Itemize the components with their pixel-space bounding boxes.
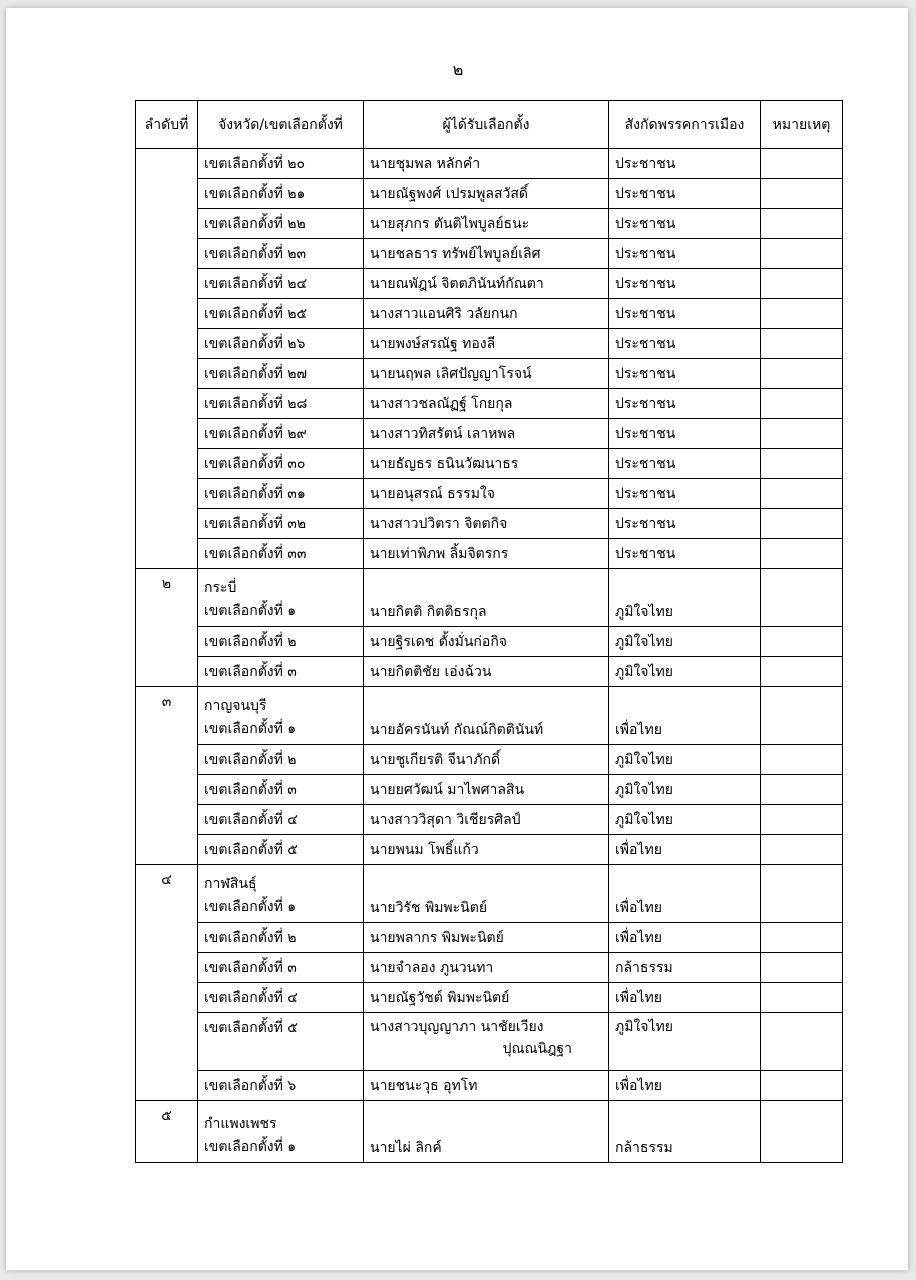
party-name: ภูมิใจไทย [615, 811, 673, 828]
district-label: เขตเลือกตั้งที่ ๕ [204, 1020, 298, 1036]
party-name: ประชาชน [615, 485, 676, 502]
area-cell [198, 269, 364, 299]
table-row [136, 239, 843, 269]
party-cell [609, 359, 761, 389]
candidate-name: นายณพัฎน์ จิตตภินันท์กัณตา [370, 275, 544, 292]
district-label: เขตเลือกตั้งที่ ๒๒ [204, 215, 306, 232]
party-name: ภูมิใจไทย [615, 781, 673, 798]
district-label: เขตเลือกตั้งที่ ๒๔ [204, 275, 308, 292]
party-cell [609, 479, 761, 509]
district-label: เขตเลือกตั้งที่ ๑ [204, 899, 297, 915]
area-cell [198, 657, 364, 687]
party-name: ประชาชน [615, 545, 676, 562]
table-row [136, 805, 843, 835]
candidate-name: นางสาวปวิตรา จิตตกิจ [370, 515, 508, 532]
seq-cell [136, 1101, 198, 1163]
header-seq: ลำดับที่ [136, 101, 198, 149]
candidate-name: นายพลากร พิมพะนิตย์ [370, 929, 504, 946]
candidate-name: นายไผ่ ลิกค์ [370, 1140, 442, 1156]
note-cell [761, 1013, 843, 1071]
candidate-name: นายยศวัฒน์ มาไพศาลสิน [370, 781, 525, 798]
candidate-name: นายธัญธร ธนินวัฒนาธร [370, 455, 519, 472]
seq-number: ๔ [161, 872, 172, 888]
table-row [136, 865, 843, 923]
note-cell [761, 657, 843, 687]
party-cell [609, 239, 761, 269]
party-cell [609, 299, 761, 329]
party-name: ภูมิใจไทย [615, 751, 673, 768]
table-row [136, 359, 843, 389]
district-label: เขตเลือกตั้งที่ ๒๗ [204, 365, 308, 382]
party-cell [609, 509, 761, 539]
candidate-cell [364, 479, 609, 509]
table-row [136, 329, 843, 359]
area-cell [198, 687, 364, 745]
candidate-name: นางสาววิสุดา วิเชียรศิลป์ [370, 811, 521, 828]
district-label: เขตเลือกตั้งที่ ๒๙ [204, 425, 307, 442]
district-label: เขตเลือกตั้งที่ ๒๖ [204, 335, 306, 352]
table-row [136, 149, 843, 179]
table-row [136, 953, 843, 983]
candidate-name: นายชูเกียรติ จีนาภักดิ์ [370, 751, 501, 768]
area-cell [198, 299, 364, 329]
candidate-cell [364, 359, 609, 389]
candidate-cell [364, 179, 609, 209]
note-cell [761, 835, 843, 865]
seq-number: ๓ [161, 694, 172, 710]
party-cell [609, 179, 761, 209]
note-cell [761, 419, 843, 449]
table-row [136, 479, 843, 509]
party-name: ประชาชน [615, 395, 676, 412]
area-cell [198, 923, 364, 953]
area-cell [198, 865, 364, 923]
party-name: เพื่อไทย [615, 900, 662, 916]
district-label: เขตเลือกตั้งที่ ๑ [204, 603, 297, 619]
district-label: เขตเลือกตั้งที่ ๒ [204, 633, 297, 650]
candidate-name: นายอัครนันท์ กัณณ์กิตตินันท์ [370, 722, 544, 738]
district-label: เขตเลือกตั้งที่ ๒๕ [204, 305, 308, 322]
party-name: ประชาชน [615, 155, 676, 172]
area-cell [198, 805, 364, 835]
candidate-name: นางสาวชลณัฏฐ์ โกยกุล [370, 395, 513, 412]
party-cell [609, 449, 761, 479]
party-cell [609, 209, 761, 239]
district-label: เขตเลือกตั้งที่ ๓๑ [204, 485, 306, 502]
note-cell [761, 179, 843, 209]
note-cell [761, 745, 843, 775]
district-label: เขตเลือกตั้งที่ ๓๐ [204, 455, 306, 472]
party-name: ภูมิใจไทย [615, 1019, 673, 1035]
party-name: เพื่อไทย [615, 1077, 662, 1094]
note-cell [761, 1101, 843, 1163]
party-name: ประชาชน [615, 185, 676, 202]
district-label: เขตเลือกตั้งที่ ๑ [204, 1139, 297, 1155]
candidate-name: นางสาวแอนศิริ วลัยกนก [370, 305, 518, 322]
table-row [136, 835, 843, 865]
district-label: เขตเลือกตั้งที่ ๓ [204, 959, 297, 976]
note-cell [761, 269, 843, 299]
candidate-cell [364, 419, 609, 449]
district-label: เขตเลือกตั้งที่ ๖ [204, 1077, 297, 1094]
province-name: กระบี่ [204, 580, 237, 596]
area-cell [198, 953, 364, 983]
table-row [136, 419, 843, 449]
table-row [136, 179, 843, 209]
party-name: ประชาชน [615, 245, 676, 262]
note-cell [761, 149, 843, 179]
candidate-name: นายชนะวุธ อุทโท [370, 1077, 478, 1094]
table-row [136, 569, 843, 627]
party-name: เพื่อไทย [615, 722, 662, 738]
note-cell [761, 627, 843, 657]
party-cell [609, 983, 761, 1013]
province-name: กาญจนบุรี [204, 698, 267, 714]
header-note: หมายเหตุ [761, 101, 843, 149]
party-name: ประชาชน [615, 365, 676, 382]
area-cell [198, 359, 364, 389]
table-row [136, 1101, 843, 1163]
party-name: ประชาชน [615, 455, 676, 472]
note-cell [761, 209, 843, 239]
party-cell [609, 389, 761, 419]
area-cell [198, 835, 364, 865]
area-cell [198, 983, 364, 1013]
note-cell [761, 389, 843, 419]
candidate-name: นายฐิรเดช ตั้งมั่นก่อกิจ [370, 633, 507, 650]
candidate-name: นายพนม โพธิ์แก้ว [370, 841, 479, 858]
area-cell [198, 509, 364, 539]
header-area: จังหวัด/เขตเลือกตั้งที่ [198, 101, 364, 149]
table-row [136, 269, 843, 299]
table-row [136, 509, 843, 539]
province-name: กาฬสินธุ์ [204, 876, 257, 892]
candidate-name: นายนฤพล เลิศปัญญาโรจน์ [370, 365, 532, 382]
party-name: ประชาชน [615, 305, 676, 322]
party-name: กล้าธรรม [615, 1140, 673, 1156]
candidate-cell [364, 687, 609, 745]
area-cell [198, 539, 364, 569]
area-cell [198, 179, 364, 209]
district-label: เขตเลือกตั้งที่ ๓๓ [204, 545, 307, 562]
candidate-cell [364, 923, 609, 953]
area-cell [198, 449, 364, 479]
note-cell [761, 329, 843, 359]
header-party: สังกัดพรรคการเมือง [609, 101, 761, 149]
party-cell [609, 923, 761, 953]
party-cell [609, 149, 761, 179]
seq-number: ๕ [161, 1108, 172, 1124]
table-row [136, 983, 843, 1013]
note-cell [761, 539, 843, 569]
candidate-cell [364, 775, 609, 805]
party-name: ภูมิใจไทย [615, 604, 673, 620]
candidate-cell [364, 627, 609, 657]
candidate-name: นายวิรัช พิมพะนิตย์ [370, 900, 488, 916]
area-cell [198, 775, 364, 805]
candidate-name: นางสาวทิสรัตน์ เลาหพล [370, 425, 516, 442]
candidate-name-continuation: ปุณณนิฎฐา [502, 1041, 572, 1057]
district-label: เขตเลือกตั้งที่ ๔ [204, 989, 298, 1006]
table-row [136, 449, 843, 479]
candidate-cell [364, 835, 609, 865]
party-cell [609, 687, 761, 745]
candidate-cell [364, 657, 609, 687]
page-number: ๒ [452, 60, 464, 79]
note-cell [761, 805, 843, 835]
table-row [136, 745, 843, 775]
note-cell [761, 1071, 843, 1101]
table-row [136, 539, 843, 569]
area-cell [198, 329, 364, 359]
note-cell [761, 569, 843, 627]
candidate-cell [364, 509, 609, 539]
party-cell [609, 569, 761, 627]
table-row [136, 687, 843, 745]
candidate-cell [364, 983, 609, 1013]
candidate-cell [364, 805, 609, 835]
district-label: เขตเลือกตั้งที่ ๒๑ [204, 185, 306, 202]
note-cell [761, 359, 843, 389]
district-label: เขตเลือกตั้งที่ ๓ [204, 781, 297, 798]
candidate-cell [364, 449, 609, 479]
party-name: ประชาชน [615, 425, 676, 442]
note-cell [761, 923, 843, 953]
area-cell [198, 1013, 364, 1071]
candidate-name: นายณัฐพงศ์ เปรมพูลสวัสดิ์ [370, 185, 529, 202]
note-cell [761, 865, 843, 923]
seq-number: ๒ [161, 576, 172, 592]
party-cell [609, 657, 761, 687]
table-row [136, 923, 843, 953]
candidate-cell [364, 209, 609, 239]
candidate-cell [364, 569, 609, 627]
candidate-cell [364, 329, 609, 359]
district-label: เขตเลือกตั้งที่ ๓๒ [204, 515, 307, 532]
district-label: เขตเลือกตั้งที่ ๒ [204, 751, 297, 768]
district-label: เขตเลือกตั้งที่ ๕ [204, 841, 298, 858]
district-label: เขตเลือกตั้งที่ ๒๘ [204, 395, 308, 412]
candidate-cell [364, 1071, 609, 1101]
candidate-cell [364, 389, 609, 419]
candidate-name: นายณัฐวัชต์ พิมพะนิตย์ [370, 989, 510, 1006]
election-results-table [135, 100, 843, 1163]
candidate-cell [364, 1101, 609, 1163]
party-cell [609, 269, 761, 299]
area-cell [198, 569, 364, 627]
table-header-row [136, 101, 843, 149]
candidate-cell [364, 149, 609, 179]
table-row [136, 209, 843, 239]
table-row [136, 389, 843, 419]
party-name: ภูมิใจไทย [615, 663, 673, 680]
table-row [136, 1071, 843, 1101]
candidate-cell [364, 865, 609, 923]
party-name: เพื่อไทย [615, 989, 662, 1006]
note-cell [761, 775, 843, 805]
party-cell [609, 835, 761, 865]
district-label: เขตเลือกตั้งที่ ๔ [204, 811, 298, 828]
note-cell [761, 983, 843, 1013]
note-cell [761, 299, 843, 329]
party-name: กล้าธรรม [615, 959, 673, 976]
candidate-cell [364, 1013, 609, 1071]
province-name: กำแพงเพชร [204, 1116, 277, 1132]
party-cell [609, 805, 761, 835]
seq-cell [136, 149, 198, 569]
note-cell [761, 509, 843, 539]
party-cell [609, 865, 761, 923]
party-name: ประชาชน [615, 215, 676, 232]
party-cell [609, 775, 761, 805]
district-label: เขตเลือกตั้งที่ ๒๐ [204, 155, 306, 172]
party-name: ประชาชน [615, 335, 676, 352]
candidate-cell [364, 745, 609, 775]
candidate-cell [364, 269, 609, 299]
party-cell [609, 627, 761, 657]
candidate-name: นายเท่าพิภพ ลิ้มจิตรกร [370, 545, 509, 562]
candidate-name: นายชลธาร ทรัพย์ไพบูลย์เลิศ [370, 245, 541, 262]
table-row [136, 1013, 843, 1071]
note-cell [761, 479, 843, 509]
district-label: เขตเลือกตั้งที่ ๒๓ [204, 245, 307, 262]
party-cell [609, 1013, 761, 1071]
candidate-name: นายกิตติ กิตติธรกุล [370, 604, 487, 620]
district-label: เขตเลือกตั้งที่ ๓ [204, 663, 297, 680]
party-cell [609, 1101, 761, 1163]
table-row [136, 299, 843, 329]
candidate-name: นายสุภกร ตันติไพบูลย์ธนะ [370, 215, 530, 232]
party-name: ประชาชน [615, 275, 676, 292]
area-cell [198, 389, 364, 419]
note-cell [761, 449, 843, 479]
candidate-cell [364, 299, 609, 329]
party-cell [609, 329, 761, 359]
party-name: ภูมิใจไทย [615, 633, 673, 650]
note-cell [761, 687, 843, 745]
note-cell [761, 953, 843, 983]
note-cell [761, 239, 843, 269]
candidate-name: นายกิตติชัย เอ่งฉ้วน [370, 663, 492, 680]
area-cell [198, 745, 364, 775]
area-cell [198, 627, 364, 657]
table-row [136, 775, 843, 805]
area-cell [198, 419, 364, 449]
candidate-name: นายชุมพล หลักคำ [370, 155, 481, 172]
candidate-name: นางสาวบุญญาภา นาชัยเวียง [370, 1019, 544, 1035]
party-cell [609, 1071, 761, 1101]
district-label: เขตเลือกตั้งที่ ๑ [204, 721, 297, 737]
table-row [136, 627, 843, 657]
candidate-cell [364, 539, 609, 569]
area-cell [198, 1101, 364, 1163]
area-cell [198, 1071, 364, 1101]
party-cell [609, 419, 761, 449]
party-name: ประชาชน [615, 515, 676, 532]
area-cell [198, 479, 364, 509]
candidate-name: นายจำลอง ภูนวนทา [370, 959, 494, 976]
seq-cell [136, 569, 198, 687]
party-cell [609, 745, 761, 775]
party-name: เพื่อไทย [615, 841, 662, 858]
district-label: เขตเลือกตั้งที่ ๒ [204, 929, 297, 946]
candidate-cell [364, 953, 609, 983]
area-cell [198, 239, 364, 269]
party-cell [609, 953, 761, 983]
area-cell [198, 209, 364, 239]
seq-cell [136, 687, 198, 865]
party-cell [609, 539, 761, 569]
seq-cell [136, 865, 198, 1101]
header-candidate: ผู้ได้รับเลือกตั้ง [364, 101, 609, 149]
table-row [136, 657, 843, 687]
party-name: เพื่อไทย [615, 929, 662, 946]
candidate-name: นายพงษ์สรณัฐ ทองลี [370, 335, 496, 352]
area-cell [198, 149, 364, 179]
candidate-name: นายอนุสรณ์ ธรรมใจ [370, 485, 495, 502]
candidate-cell [364, 239, 609, 269]
table-body [136, 149, 843, 1163]
